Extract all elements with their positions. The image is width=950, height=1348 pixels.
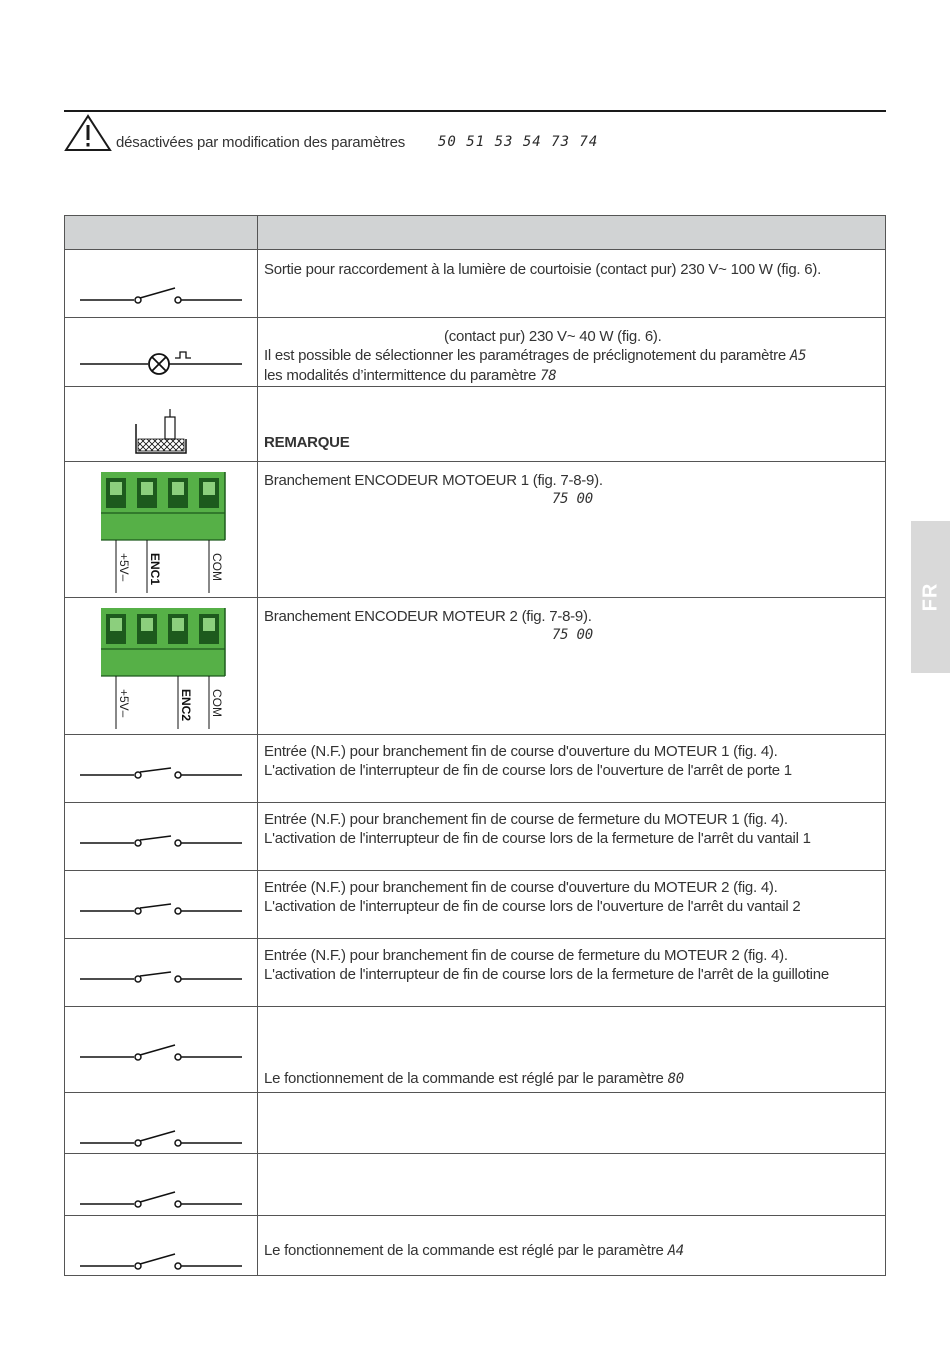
switch-closed-icon [65,871,257,939]
description-line: L'activation de l'interrupteur de fin de course lors de la fermeture de l'arrêt du vantail 1 [264,830,811,847]
symbol-cell [65,1007,258,1093]
param-code: 75 00 [552,491,593,507]
switch-closed-icon [65,939,257,1007]
description-line: (contact pur) 230 V~ 40 W (fig. 6). [444,328,662,345]
description-line: les modalités d’intermittence du paramètre 78 [264,367,557,384]
remark-label: REMARQUE [264,434,350,451]
description-line: Entrée (N.F.) pour branchement fin de course d'ouverture du MOTEUR 2 (fig. 4). [264,879,778,896]
table-row [65,1216,886,1276]
description-line: Entrée (N.F.) pour branchement fin de course d'ouverture du MOTEUR 1 (fig. 4). [264,743,778,760]
table-row [65,1093,886,1154]
description-line: Le fonctionnement de la commande est réglé par le paramètre 80 [264,1070,684,1087]
description-cell [258,1154,886,1216]
description-line: Branchement ENCODEUR MOTEUR 2 (fig. 7-8-9). [264,608,592,625]
description-cell [258,598,886,735]
symbol-cell [65,735,258,803]
param-code: 78 [540,368,557,384]
switch-open-icon [65,1007,257,1093]
symbol-cell [65,598,258,735]
table-row [65,803,886,871]
sensitive-edge-icon [65,387,257,462]
encoder-terminal-icon [101,468,251,593]
param-code: A4 [667,1243,684,1259]
description-cell [258,250,886,318]
encoder-terminal-icon [101,604,251,729]
description-line: Sortie pour raccordement à la lumière de courtoisie (contact pur) 230 V~ 100 W (fig. 6). [264,261,822,278]
description-line: L'activation de l'interrupteur de fin de course lors de l'ouverture de l'arrêt de porte 1 [264,762,792,779]
description-cell [258,803,886,871]
description-line: Entrée (N.F.) pour branchement fin de course de fermeture du MOTEUR 2 (fig. 4). [264,947,788,964]
switch-open-icon [65,1216,257,1276]
param-code: A5 [789,348,807,364]
description-line: Le fonctionnement de la commande est réglé par le paramètre A4 [264,1242,684,1259]
description-cell [258,939,886,1007]
terminal-label: COM [210,689,224,717]
warning-text: désactivées par modification des paramètres [116,134,406,151]
description-cell [258,387,886,462]
symbol-cell [65,1216,258,1276]
terminal-label: ENC2 [179,689,193,722]
table-row [65,1154,886,1216]
terminal-label: ENC1 [148,553,162,586]
description-cell [258,318,886,387]
switch-open-icon [65,1154,257,1216]
description-cell [258,1093,886,1154]
warning-params: 50 51 53 54 73 74 [438,134,599,150]
table-row [65,871,886,939]
table-header [65,216,886,250]
symbol-cell [65,250,258,318]
header-cell-symbol [65,216,258,250]
symbol-cell [65,939,258,1007]
description-cell [258,871,886,939]
terminal-table [64,215,886,1276]
flashing-lamp-icon [65,318,257,386]
switch-closed-icon [65,735,257,803]
description-line: L'activation de l'interrupteur de fin de course lors de l'ouverture de l'arrêt du vantail 2 [264,898,801,915]
switch-open-icon [65,1093,257,1154]
warning-triangle-icon [64,113,114,153]
description-cell [258,462,886,598]
description-line: L'activation de l'interrupteur de fin de course lors de la fermeture de l'arrêt de la guillotine [264,966,829,983]
description-line: Il est possible de sélectionner les paramétrages de préclignotement du paramètre A5 [264,347,807,364]
param-code: 80 [667,1071,684,1087]
description-cell [258,1216,886,1276]
description-line: Entrée (N.F.) pour branchement fin de course de fermeture du MOTEUR 1 (fig. 4). [264,811,788,828]
symbol-cell [65,387,258,462]
table-row [65,250,886,318]
symbol-cell [65,871,258,939]
top-rule [64,110,886,112]
table-row [65,735,886,803]
terminal-label: COM [210,553,224,581]
switch-open-icon [65,250,257,318]
description-line: Branchement ENCODEUR MOTOEUR 1 (fig. 7-8-9). [264,472,603,489]
terminal-label: +5V– [117,689,131,718]
symbol-cell [65,1154,258,1216]
table-row [65,598,886,735]
switch-closed-icon [65,803,257,871]
param-code: 75 00 [552,627,593,643]
symbol-cell [65,803,258,871]
symbol-cell [65,462,258,598]
symbol-cell [65,1093,258,1154]
description-cell [258,735,886,803]
language-tab [911,521,950,673]
table-row [65,462,886,598]
description-cell [258,1007,886,1093]
language-tab-label: FR [919,582,941,612]
symbol-cell [65,318,258,387]
table-row [65,939,886,1007]
header-cell-description [258,216,886,250]
table-row [65,387,886,462]
terminal-label: +5V– [117,553,131,582]
table-row [65,318,886,387]
table-row [65,1007,886,1093]
